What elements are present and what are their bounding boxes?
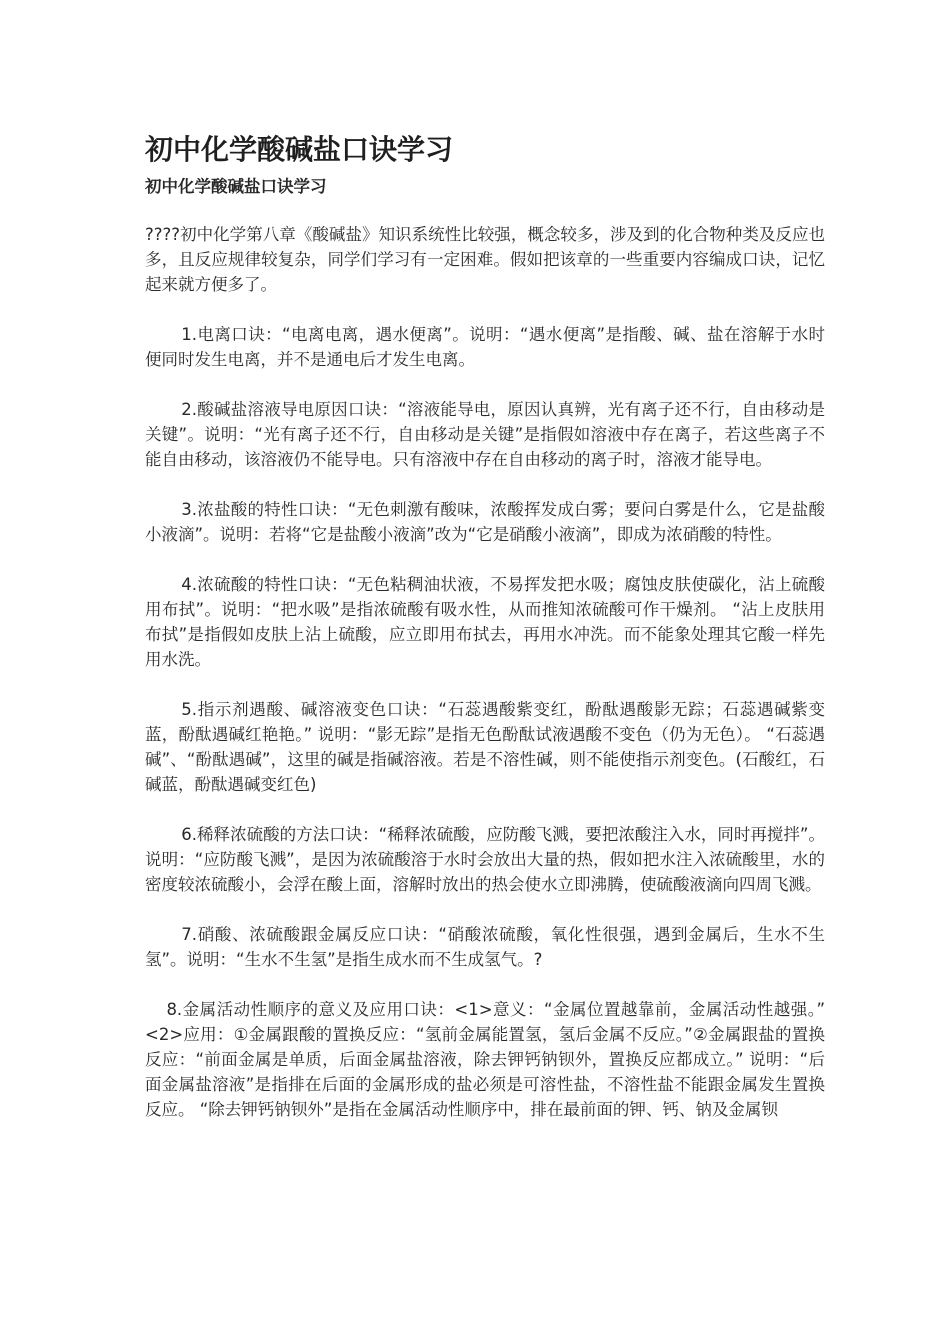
document-body (145, 222, 825, 1122)
paragraph-ionization-rhyme: 1.电离口诀：“电离电离，遇水便离”。说明：“遇水便离”是指酸、碱、盐在溶解于水时便同时发生电离，并不是通电后才发生电离。 (145, 325, 825, 369)
paragraph-conductivity-rhyme: 2.酸碱盐溶液导电原因口诀：“溶液能导电，原因认真辨，光有离子还不行，自由移动是关键”。说明：“光有离子还不行，自由移动是关键”是指假如溶液中存在离子，若这些离子不能自由移动，该溶液仍不能导电。只有溶液中存在自由移动的离子时，溶液才能导电。 (145, 400, 825, 469)
intro-paragraph: ????初中化学第八章《酸碱盐》知识系统性比较强，概念较多，涉及到的化合物种类及反应也多，且反应规律较复杂，同学们学习有一定困难。假如把该章的一些重要内容编成口诀，记忆起来就方便多了。 (145, 225, 825, 294)
paragraph-metal-activity-rhyme: 8.金属活动性顺序的意义及应用口诀：<1>意义：“金属位置越靠前，金属活动性越强。” <2>应用：①金属跟酸的置换反应：“氢前金属能置氢，氢后金属不反应。”②金属跟盐的置换反应：“前面金属是单质，后面金属盐溶液，除去钾钙钠钡外，置换反应都成立。” 说明：“后面金属盐溶液”是指排在后面的金属形成的盐必须是可溶性盐，不溶性盐不能跟金属发生置换反应。 “除去钾钙钠钡外”是指在金属活动性顺序中，排在最前面的钾、钙、钠及金属钡 (145, 1000, 825, 1119)
page-subtitle: 初中化学酸碱盐口诀学习 (145, 177, 327, 196)
page-title: 初中化学酸碱盐口诀学习 (145, 133, 454, 166)
document-content (145, 130, 825, 1147)
paragraph-dilution-rhyme: 6.稀释浓硫酸的方法口诀：“稀释浓硫酸，应防酸飞溅，要把浓酸注入水，同时再搅拌”。说明：“应防酸飞溅”，是因为浓硫酸溶于水时会放出大量的热，假如把水注入浓硫酸里，水的密度较浓硫酸小，会浮在酸上面，溶解时放出的热会使水立即沸腾，使硫酸液滴向四周飞溅。 (145, 825, 825, 894)
paragraph-hydrochloric-acid-rhyme: 3.浓盐酸的特性口诀：“无色刺激有酸味，浓酸挥发成白雾；要问白雾是什么，它是盐酸小液滴”。说明：若将“它是盐酸小液滴”改为“它是硝酸小液滴”，即成为浓硝酸的特性。 (145, 500, 825, 544)
paragraph-oxidizing-acid-rhyme: 7.硝酸、浓硫酸跟金属反应口诀：“硝酸浓硫酸，氧化性很强，遇到金属后，生水不生氢”。说明：“生水不生氢”是指生成水而不生成氢气。? (145, 925, 825, 969)
paragraph-indicator-rhyme: 5.指示剂遇酸、碱溶液变色口诀：“石蕊遇酸紫变红，酚酞遇酸影无踪；石蕊遇碱紫变蓝，酚酞遇碱红艳艳。” 说明：“影无踪”是指无色酚酞试液遇酸不变色（仍为无色）。 “石蕊遇碱”、“酚酞遇碱”，这里的碱是指碱溶液。若是不溶性碱，则不能使指示剂变色。(石酸红，石碱蓝，酚酞遇碱变红色) (145, 700, 825, 794)
paragraph-sulfuric-acid-rhyme: 4.浓硫酸的特性口诀：“无色粘稠油状液，不易挥发把水吸；腐蚀皮肤使碳化，沾上硫酸用布拭”。说明：“把水吸”是指浓硫酸有吸水性，从而推知浓硫酸可作干燥剂。 “沾上皮肤用布拭”是指假如皮肤上沾上硫酸，应立即用布拭去，再用水冲洗。而不能象处理其它酸一样先用水洗。 (145, 575, 825, 669)
